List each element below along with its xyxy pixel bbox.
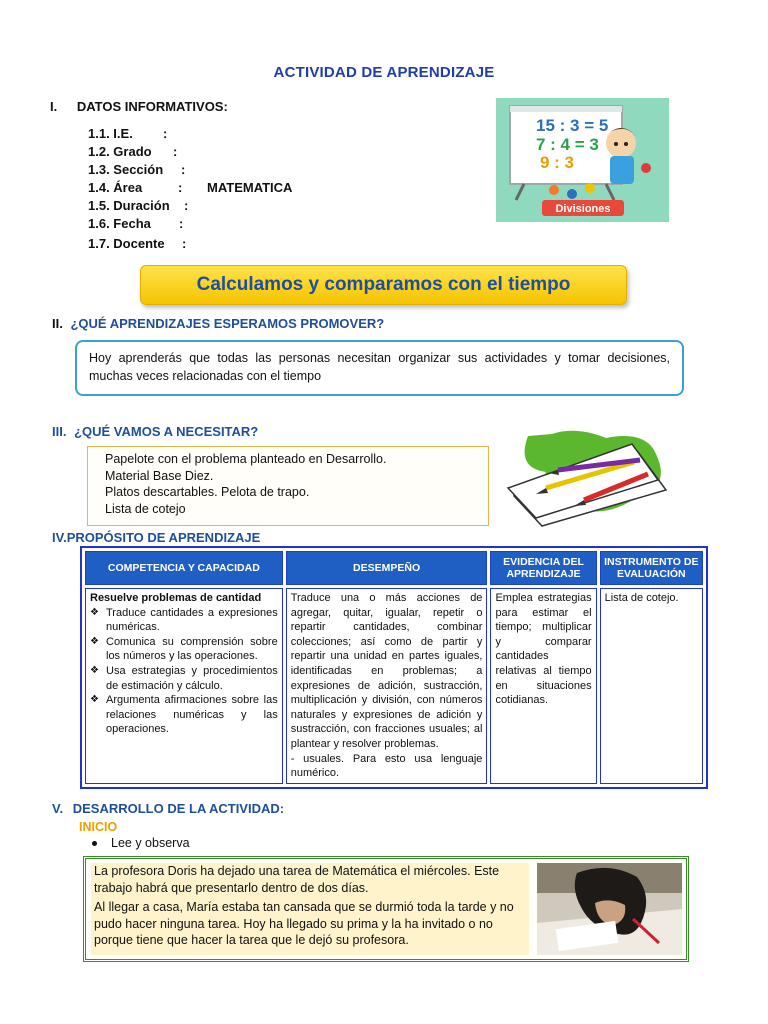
section5-num: V. (52, 801, 64, 816)
datos-label: 1.3. Sección (88, 162, 164, 177)
datos-colon: : (178, 180, 183, 195)
story-text-area (91, 863, 529, 955)
capacidad-item (90, 664, 278, 693)
purpose-table-header (85, 551, 703, 585)
diamond-bullet-icon: ❖ (90, 635, 99, 647)
lee-text: Lee y observa (111, 836, 190, 850)
materials-item: Papelote con el problema planteado en Desarrollo. (105, 452, 387, 466)
section2-title: ¿QUÉ APRENDIZAJES ESPERAMOS PROMOVER? (70, 316, 385, 331)
datos-row-seccion (88, 161, 186, 179)
datos-num: I. (50, 99, 58, 114)
purpose-table-row (85, 588, 703, 784)
diamond-bullet-icon: ❖ (90, 664, 99, 676)
board-line-2: 7 : 4 = 3 (536, 135, 599, 154)
capacidad-item (90, 606, 278, 635)
capacidad-text: Comunica su comprensión sobre los números y las operaciones. (106, 635, 278, 663)
datos-colon: : (181, 162, 186, 177)
learning-text: Hoy aprenderás que todas las personas necesitan organizar sus actividades y tomar decisiones, muchas veces relacionadas con el tiempo (89, 351, 670, 383)
datos-label: 1.7. Docente (88, 236, 165, 251)
capacidad-item (90, 693, 278, 737)
datos-row-duracion (88, 197, 189, 215)
header-evidencia: EVIDENCIA DEL APRENDIZAJE (490, 551, 596, 585)
datos-colon: : (184, 198, 189, 213)
desempeno-extra: - usuales. Para esto usa lenguaje numérico. (290, 752, 483, 780)
header-desempeno: DESEMPEÑO (286, 551, 488, 585)
datos-colon: : (173, 144, 178, 159)
divisiones-illustration (496, 98, 669, 222)
divisiones-caption: Divisiones (555, 203, 611, 215)
evidencia-cell: Emplea estrategias para estimar el tiempo; multiplicar y comparar cantidades relativas al tiempo en situaciones cotidianas. (490, 588, 596, 784)
datos-label: 1.6. Fecha (88, 216, 151, 231)
capacidad-item (90, 635, 278, 664)
lee-item (92, 836, 190, 850)
board-line-3: 9 : 3 (540, 153, 575, 172)
materials-item: Lista de cotejo (105, 501, 186, 516)
section2-num: II. (52, 316, 63, 331)
datos-colon: : (182, 236, 187, 251)
learning-box (75, 340, 684, 396)
datos-heading (50, 99, 228, 114)
girl-studying-photo (537, 863, 682, 955)
story-box (83, 856, 689, 962)
diamond-bullet-icon: ❖ (90, 694, 99, 706)
datos-title: DATOS INFORMATIVOS: (76, 99, 228, 114)
area-value: MATEMATICA (207, 180, 293, 195)
diamond-bullet-icon: ❖ (90, 606, 99, 618)
datos-label: 1.1. I.E. (88, 126, 133, 141)
datos-row-ie (88, 125, 168, 143)
materials-box (87, 446, 489, 526)
bullet-dot-icon (92, 841, 97, 846)
inicio-label: INICIO (79, 820, 118, 834)
competencia-title: Resuelve problemas de cantidad (90, 592, 262, 604)
materials-item: Platos descartables. Pelota de trapo. (105, 485, 310, 499)
section3-heading (52, 424, 258, 439)
datos-label: 1.4. Área (88, 180, 143, 195)
section3-title: ¿QUÉ VAMOS A NECESITAR? (74, 424, 259, 439)
story-paragraph-1: La profesora Doris ha dejado una tarea de Matemática el miércoles. Este trabajo habrá que presentarlo dentro de dos días. (94, 864, 500, 895)
section5-title: DESARROLLO DE LA ACTIVIDAD: (72, 801, 285, 816)
section4-num: IV. (52, 530, 67, 545)
page-title: ACTIVIDAD DE APRENDIZAJE (273, 64, 495, 81)
section2-heading (52, 316, 384, 331)
header-competencia: COMPETENCIA Y CAPACIDAD (85, 551, 283, 585)
datos-label: 1.5. Duración (88, 198, 170, 213)
pencils-clipart (506, 428, 674, 528)
instrumento-cell: Lista de cotejo. (600, 588, 703, 784)
purpose-table (80, 546, 708, 789)
desempeno-text: Traduce una o más acciones de agregar, quitar, igualar, repetir o repartir cantidades, combinar colecciones; así como de partir y repartir una unidad en partes iguales, identificadas en problemas; a expresiones de adición, sustracción, multiplicación y división, con números naturales y expresiones de adición y sustracción, con fracciones usuales; al plantear y resolver problemas. (290, 592, 483, 750)
activity-banner: Calculamos y comparamos con el tiempo (140, 265, 627, 305)
competencia-cell (85, 588, 283, 784)
section3-num: III. (52, 424, 67, 439)
datos-colon: : (163, 126, 168, 141)
datos-row-fecha (88, 215, 184, 233)
datos-row-area (88, 179, 293, 197)
datos-list (88, 125, 293, 253)
capacidad-text: Traduce cantidades a expresiones numéricas. (106, 606, 278, 634)
section5-heading (52, 801, 284, 816)
datos-colon: : (179, 216, 184, 231)
section4-heading (52, 530, 260, 545)
capacidad-text: Argumenta afirmaciones sobre las relaciones numéricas y las operaciones. (106, 694, 278, 736)
datos-label: 1.2. Grado (88, 144, 152, 159)
materials-list (105, 451, 386, 517)
board-line-1: 15 : 3 = 5 (536, 116, 609, 135)
header-instrumento: INSTRUMENTO DE EVALUACIÓN (600, 551, 703, 585)
section4-title: PROPÓSITO DE APRENDIZAJE (66, 530, 261, 545)
capacidad-text: Usa estrategias y procedimientos de estimación y cálculo. (106, 664, 278, 692)
materials-item: Material Base Diez. (105, 468, 214, 483)
datos-row-grado (88, 143, 178, 161)
desempeno-cell (286, 588, 488, 784)
datos-row-docente (88, 235, 187, 253)
story-paragraph-2: Al llegar a casa, María estaba tan cansada que se durmió toda la tarde y no pudo hacer ninguna tarea. Hoy ha llegado su prima y la ha invitado o no porque tiene que hacer la tarea que le dejó su profesora. (94, 900, 514, 947)
